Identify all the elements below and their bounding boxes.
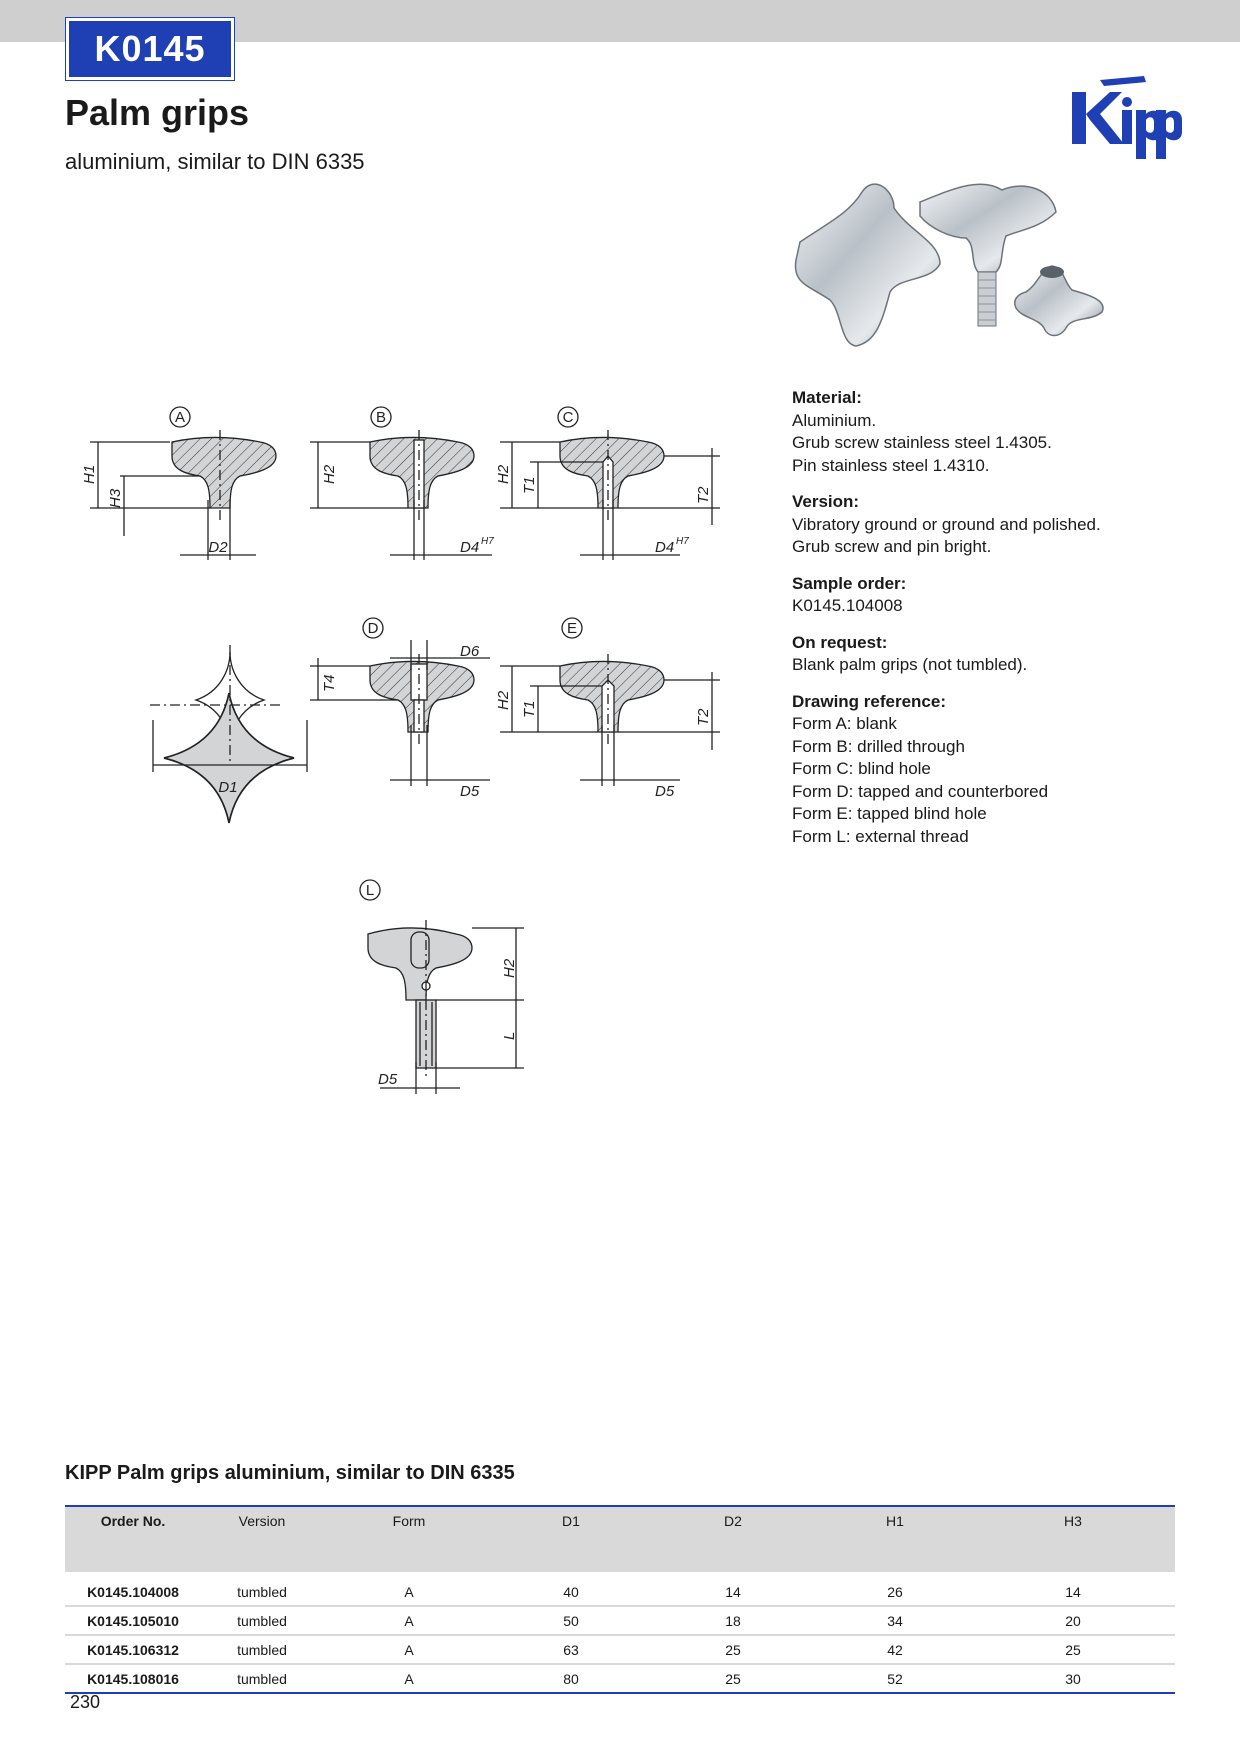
label-d5-l: D5 (378, 1071, 398, 1088)
col-h1: H1 (819, 1506, 971, 1573)
label-t2-e: T2 (695, 708, 712, 726)
info-on-request: On request: Blank palm grips (not tumbled). (792, 632, 1028, 674)
technical-drawings (80, 400, 740, 1120)
label-h2-l: H2 (501, 958, 518, 978)
product-code-badge: K0145 (66, 18, 234, 80)
col-version: Version (201, 1506, 323, 1573)
label-d5-d: D5 (460, 783, 480, 800)
table-row: K0145.104008 tumbled A 40 14 26 14 (65, 1573, 1175, 1606)
table-header-row (65, 1506, 1175, 1573)
label-t4: T4 (321, 674, 338, 692)
col-d2: D2 (647, 1506, 819, 1573)
kipp-logo (1070, 74, 1186, 162)
label-d2: D2 (208, 539, 228, 556)
col-form: Form (323, 1506, 495, 1573)
form-a-letter: A (174, 409, 186, 426)
product-info (792, 387, 1212, 862)
col-h3: H3 (971, 1506, 1175, 1573)
label-h1: H1 (81, 464, 98, 484)
form-c-letter: C (562, 409, 574, 426)
table-row: K0145.105010 tumbled A 50 18 34 20 (65, 1606, 1175, 1635)
label-h7-c: H7 (676, 536, 689, 547)
label-t1-c: T1 (521, 476, 538, 494)
label-t2-c: T2 (695, 486, 712, 504)
label-d4-c: D4 (655, 539, 675, 556)
form-l-letter: L (365, 882, 375, 899)
label-t1-e: T1 (521, 700, 538, 718)
col-order-no: Order No. (65, 1506, 201, 1573)
form-e-letter: E (566, 620, 578, 637)
table-row: K0145.106312 tumbled A 63 25 42 25 (65, 1635, 1175, 1664)
label-h2-b: H2 (321, 464, 338, 484)
label-d4-b: D4 (460, 539, 480, 556)
form-b-letter: B (375, 409, 387, 426)
info-material: Material: Aluminium. Grub screw stainless steel 1.4305. Pin stainless steel 1.4310. (792, 388, 1052, 475)
page-title: Palm grips (65, 92, 250, 133)
info-drawing-reference: Drawing reference: Form A: blank Form B: drilled through Form C: blind hole Form D: tapped and counterbored Form E: tapped blind hole Form L: external thread (792, 691, 1049, 846)
label-h2-e: H2 (495, 690, 512, 710)
info-version: Version: Vibratory ground or ground and polished. Grub screw and pin bright. (792, 492, 1101, 556)
label-l: L (501, 1031, 518, 1040)
info-sample-order: Sample order: K0145.104008 (792, 573, 907, 615)
page-number: 230 (70, 1692, 101, 1712)
label-h3: H3 (107, 488, 124, 508)
label-d6: D6 (460, 643, 480, 660)
product-photo (790, 172, 1110, 368)
label-d1: D1 (218, 779, 238, 796)
form-d-letter: D (367, 620, 379, 637)
label-h2-c: H2 (495, 464, 512, 484)
dimensions-table (65, 1505, 1175, 1694)
col-d1: D1 (495, 1506, 647, 1573)
label-h7-b: H7 (481, 536, 494, 547)
page-subtitle: aluminium, similar to DIN 6335 (65, 149, 365, 174)
table-title: KIPP Palm grips aluminium, similar to DIN 6335 (65, 1462, 515, 1484)
table-row: K0145.108016 tumbled A 80 25 52 30 (65, 1664, 1175, 1693)
label-d5-e: D5 (655, 783, 675, 800)
